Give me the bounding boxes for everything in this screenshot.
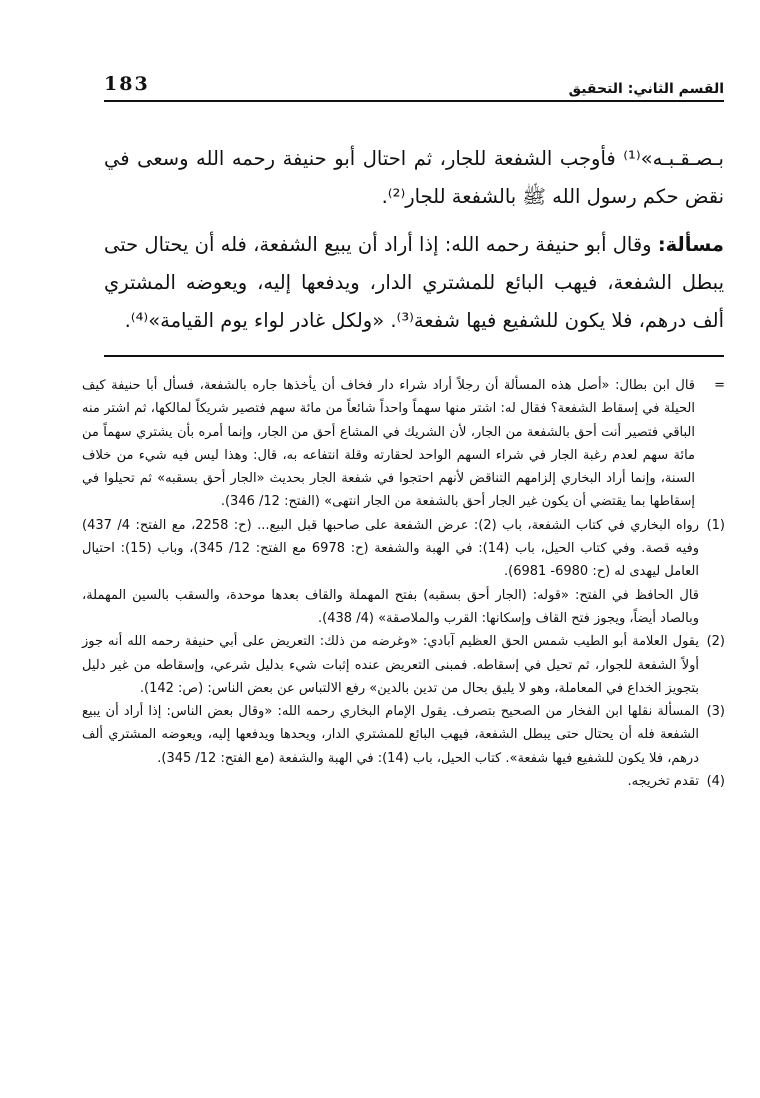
main-text: [104, 140, 724, 340]
main-paragraph-2: [104, 226, 724, 340]
footnotes: [82, 374, 725, 793]
header-rule: [104, 100, 724, 102]
footnote-2-number: (2): [706, 634, 725, 650]
footnote-2: [82, 630, 725, 700]
footnote-3: [82, 700, 725, 770]
page-number: 183: [104, 73, 150, 95]
footnote-1-text: رواه البخاري في كتاب الشفعة، باب (2): عرض الشفعة على صاحبها قبل البيع... (ح: 2258، مع الفتح: 4/ 437) وفيه قصة. وفي كتاب الحيل، باب (14): في الهبة والشفعة (ح: 6978 مع الفتح: 12/ 345)، وباب (15): احتيال العامل ليهدى له (ح: 6980- 6981).: [82, 517, 700, 580]
footnote-1: [82, 514, 725, 584]
footnote-1-extra: قال الحافظ في الفتح: «قوله: (الجار أحق بسقبه) بفتح المهملة والقاف بعدها موحدة، والسقب بالسين المهملة، وبالصاد أيضاً، ويجوز فتح القاف وإسكانها: القرب والملاصقة» (4/ 438).: [82, 587, 699, 626]
footnote-1-number: (1): [706, 517, 725, 533]
footnote-3-text: المسألة نقلها ابن الفخار من الصحيح بتصرف. يقول الإمام البخاري رحمه الله: «وقال بعض الناس: إذا أراد أن يبيع الشفعة فله أن يحتال حتى يبطل الشفعة، فيهب البائع للمشتري الدار، ويحدها ويدفعها إليه، ويعوضه المشتري ألف درهم، فلا يكون للشفيع فيها شفعة». كتاب الحيل، باب (14): في الهبة والشفعة (مع الفتح: 12/ 345).: [82, 704, 699, 766]
footnote-4-number: (4): [706, 774, 725, 790]
footnote-separator: [104, 355, 724, 357]
running-head: القسم الثاني: التحقيق: [568, 81, 724, 97]
continuation-mark: =: [714, 378, 725, 393]
footnote-4: [82, 770, 725, 793]
footnote-continuation-text: قال ابن بطال: «أصل هذه المسألة أن رجلاً أراد شراء دار فخاف أن يأخذها جاره بالشفعة، فسأل أبا حنيفة كيف الحيلة في إسقاط الشفعة؟ فقال له: اشتر منها سهماً واحداً شائعاً من مائة سهم فتصير شريكاً لمالكها، ثم اشتر منه الباقي فتصير أنت أحق بالشفعة من الجار، لأن الشريك في المشاع أحق من الجار، وإنما أمره بأن يشتري سهماً من مائة سهم لعدم رغبة الجار في شراء السهم الواحد لحقارته وقلة انتفاعه به، قال: وهذا ليس فيه شيء من خلاف السنة، وإنما أراد البخاري إلزامهم التناقض لأنهم احتجوا في شفعة الجار بحديث «الجار أحق بسقبه» ثم تحيلوا في إسقاطها بما يقتضي أن يكون غير الجار أحق بالشفعة من الجار انتهى» (الفتح: 12/ 346).: [82, 378, 695, 510]
footnote-4-text: تقدم تخريجه.: [627, 774, 699, 790]
footnote-continuation: [82, 374, 725, 514]
footnote-3-number: (3): [706, 704, 725, 720]
page-header: [104, 73, 724, 103]
main-paragraph-2-text: وقال أبو حنيفة رحمه الله: إذا أراد أن يبيع الشفعة، فله أن يحتال حتى يبطل الشفعة، فيهب البائع للمشتري الدار، ويدفعها إليه، ويعوضه المشتري ألف درهم، فلا يكون للشفيع فيها شفعة⁽³⁾. «ولكل غادر لواء يوم القيامة»⁽⁴⁾.: [104, 233, 724, 332]
issue-heading: مسألة:: [657, 233, 724, 256]
main-paragraph-1: بـصـقـبـه»⁽¹⁾ فأوجب الشفعة للجار، ثم احتال أبو حنيفة رحمه الله وسعى في نقض حكم رسول الله ﷺ بالشفعة للجار⁽²⁾.: [104, 147, 724, 208]
footnote-2-text: يقول العلامة أبو الطيب شمس الحق العظيم آبادي: «وغرضه من ذلك: التعريض على أبي حنيفة رحمه الله أنه جوز أولاً الشفعة للجوار، ثم تحيل في إسقاطه. فمبنى التعريض عنده إثبات شيء بدليل شرعي، وإسقاطه من غير دليل بتجويز الخداع في المعاملة، وهو لا يليق بحال من تدين بالدين» رفع الالتباس عن بعض الناس: (ص: 142).: [82, 634, 699, 696]
